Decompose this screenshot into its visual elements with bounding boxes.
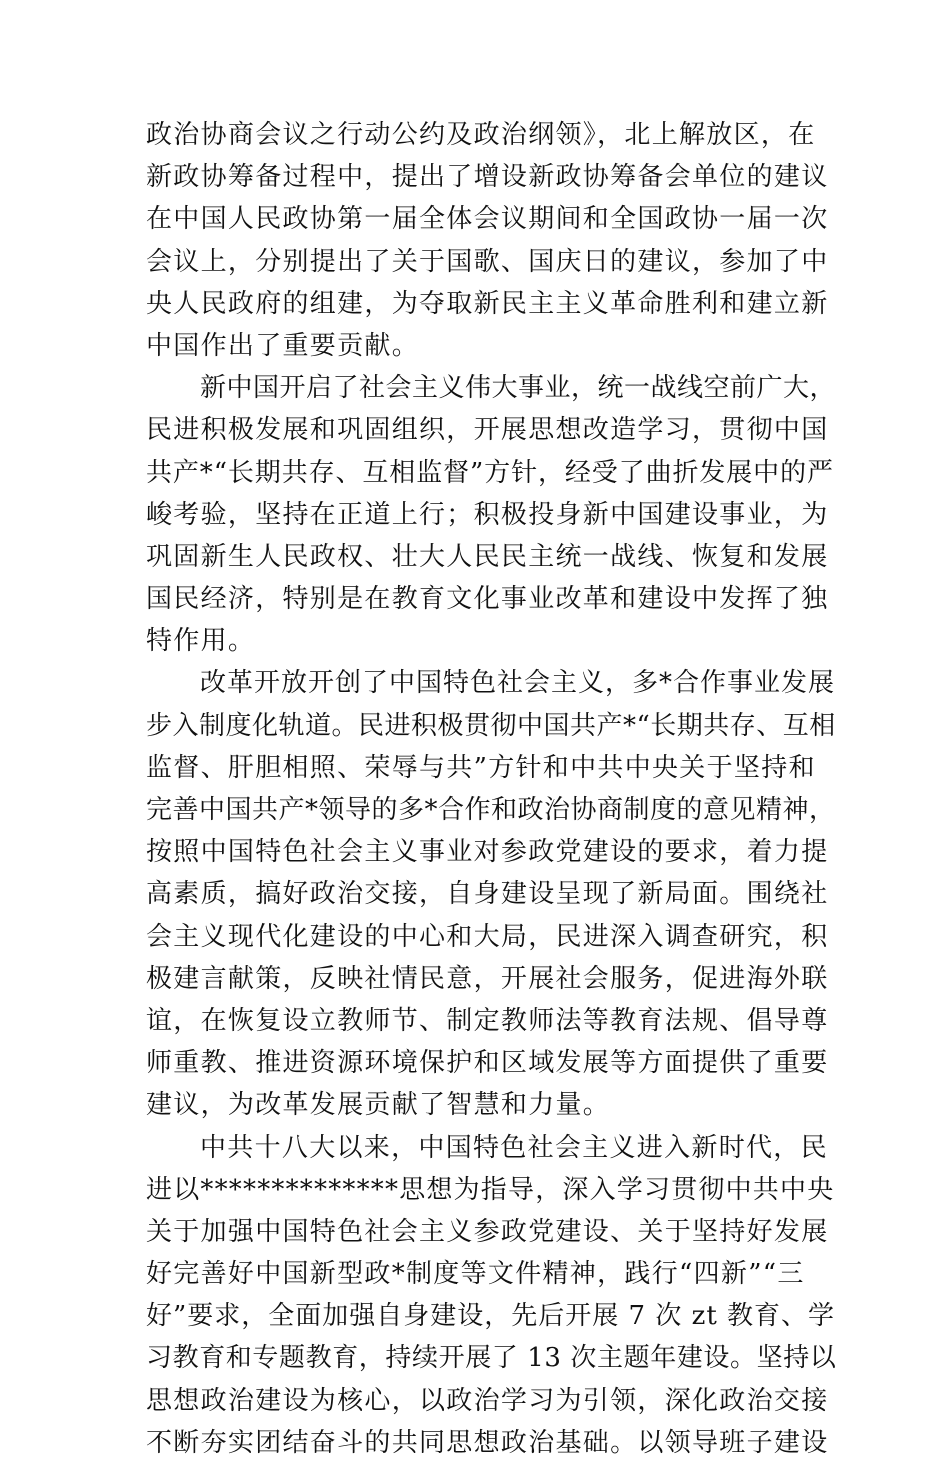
text-line: 峻考验，坚持在正道上行；积极投身新中国建设事业，为 [146,499,829,530]
text-line: 中国作出了重要贡献。 [146,330,420,361]
text-line: 新政协筹备过程中，提出了增设新政协筹备会单位的建议 [146,162,829,193]
text-line: 关于加强中国特色社会主义参政党建设、关于坚持好发展 [146,1216,829,1247]
text-line: 会主义现代化建设的中心和大局，民进深入调查研究，积 [146,921,829,952]
paragraph-first-line: 改革开放开创了中国特色社会主义，多*合作事业发展 [200,668,836,699]
text-line: 共产*“长期共存、互相监督”方针，经受了曲折发展中的严 [146,457,834,488]
paragraph-first-line: 新中国开启了社会主义伟大事业，统一战线空前广大， [200,373,837,404]
text-line: 极建言献策，反映社情民意，开展社会服务，促进海外联 [146,963,829,994]
text-line: 完善中国共产*领导的多*合作和政治协商制度的意见精神， [146,795,836,825]
text-line: 民进积极发展和巩固组织，开展思想改造学习，贯彻中国 [146,415,829,446]
text-line: 师重教、推进资源环境保护和区域发展等方面提供了重要 [146,1048,829,1079]
text-line: 好完善好中国新型政*制度等文件精神，践行“四新”“三 [146,1259,805,1290]
text-line: 政治协商会议之行动公约及政治纲领》，北上解放区，在 [146,120,816,150]
text-line: 国民经济，特别是在教育文化事业改革和建设中发挥了独 [146,584,829,615]
text-line: 习教育和专题教育，持续开展了 13 次主题年建设。坚持以 [146,1343,837,1374]
text-line: 步入制度化轨道。民进积极贯彻中国共产*“长期共存、互相 [146,710,836,741]
text-line: 按照中国特色社会主义事业对参政党建设的要求，着力提 [146,837,829,868]
text-line: 巩固新生人民政权、壮大人民民主统一战线、恢复和发展 [146,541,829,572]
text-line: 高素质，搞好政治交接，自身建设呈现了新局面。围绕社 [146,879,829,910]
body-text [146,114,836,1464]
text-line: 特作用。 [146,626,256,657]
text-line: 思想政治建设为核心，以政治学习为引领，深化政治交接 [146,1385,829,1416]
text-line: 进以**************思想为指导，深入学习贯彻中共中央 [146,1174,835,1205]
paragraph-first-line: 中共十八大以来，中国特色社会主义进入新时代，民 [200,1132,828,1163]
text-line: 央人民政府的组建，为夺取新民主主义革命胜利和建立新 [146,288,829,319]
text-line: 不断夯实团结奋斗的共同思想政治基础。以领导班子建设 [146,1427,829,1458]
text-line: 在中国人民政协第一届全体会议期间和全国政协一届一次 [146,204,829,235]
text-line: 监督、肝胆相照、荣辱与共”方针和中共中央关于坚持和 [146,752,816,783]
text-line: 建议，为改革发展贡献了智慧和力量。 [146,1090,611,1121]
text-line: 好”要求，全面加强自身建设，先后开展 7 次 zt 教育、学 [146,1301,836,1332]
text-line: 会议上，分别提出了关于国歌、国庆日的建议，参加了中 [146,246,829,277]
text-line: 谊，在恢复设立教师节、制定教师法等教育法规、倡导尊 [146,1005,829,1036]
